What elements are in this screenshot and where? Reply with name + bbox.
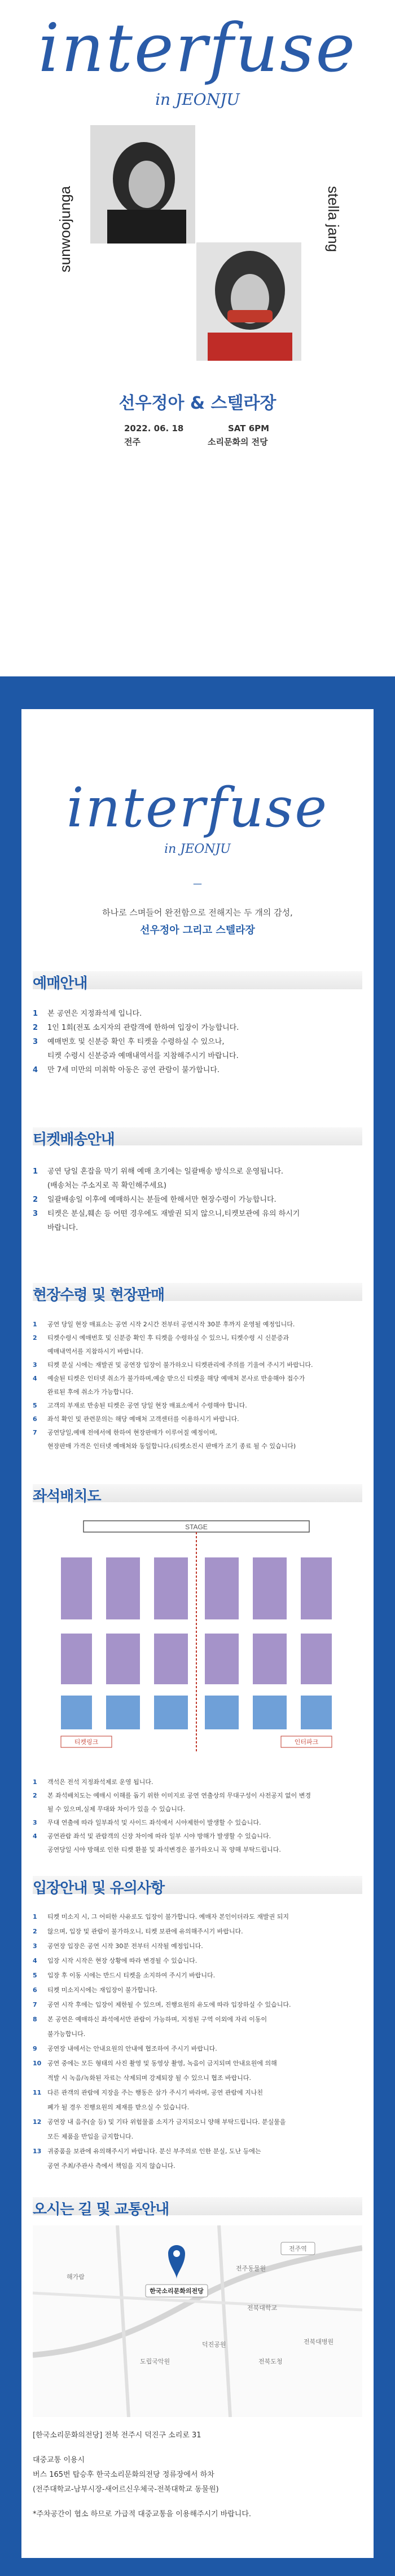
list-item: 4 예술된 티켓은 인터넷 취소가 불가하며,예술 받으신 티켓을 해당 예매처 본사로 반송해야 접수가 bbox=[33, 1375, 305, 1382]
info-frame bbox=[0, 676, 395, 2576]
list-item: 7 공연당일,예매 전에서에 한하여 현장판매가 이루어질 예정이며, bbox=[33, 1429, 217, 1436]
list-item: 티켓 수령시 신분증과 예매내역서를 지참해주시기 바랍니다. bbox=[47, 1052, 239, 1060]
poster-sublogo: in JEONJU bbox=[155, 90, 240, 109]
reservation-title: 예매안내 bbox=[33, 975, 87, 992]
list-item: (배송처는 주소지로 꼭 확인해주세요) bbox=[47, 1181, 166, 1190]
list-item: 폐가 될 경우 진행요원의 제재를 받으실 수 있습니다. bbox=[47, 2104, 190, 2111]
map-label-zoo: 전주동물원 bbox=[236, 2265, 266, 2272]
list-item: 6 좌석 확인 및 관련문의는 해당 예매처 고객센터를 이용하시기 바랍니다. bbox=[33, 1415, 239, 1423]
intro-line2: 선우정아 그리고 스텔라장 bbox=[140, 924, 255, 936]
intro-sublogo: in JEONJU bbox=[164, 842, 231, 856]
list-item: 3 티켓 분실 시에는 재발권 및 공연장 입장이 불가하오니 티켓관리에 주의를 기울여 주시기 바랍니다. bbox=[33, 1361, 313, 1369]
interpark-tag: 인터파크 bbox=[294, 1739, 319, 1746]
intro-line1: 하나로 스며들어 완전함으로 전해지는 두 개의 감성, bbox=[102, 908, 293, 918]
bus-text: 버스 165번 탑승후 한국소리문화의전당 정류장에서 하차 bbox=[33, 2471, 214, 2479]
map-label-hospital: 전북대병원 bbox=[304, 2339, 334, 2345]
artist-photo-left bbox=[90, 125, 195, 244]
onsite-title: 현장수령 및 현장판매 bbox=[33, 1287, 165, 1304]
list-item: 13 귀중품을 보관에 유의해주시기 바랍니다. 분신 부주의로 인한 분실, 도난 등에는 bbox=[33, 2148, 261, 2155]
list-item: 2 않으며, 입장 및 관람이 불가하오니, 티켓 보관에 유의해주시기 바랍니다. bbox=[33, 1928, 243, 1935]
artist-photo-right bbox=[196, 242, 301, 361]
parking-note: *주차공간이 협소 하므로 가급적 대중교통을 이용해주시기 바랍니다. bbox=[33, 2510, 252, 2519]
map-venue-label: 한국소리문화의전당 bbox=[150, 2288, 204, 2295]
list-item: 적발 시 녹음/녹화된 자료는 삭제되며 강제퇴장 될 수 있으니 협조 바랍니다. bbox=[47, 2074, 251, 2082]
list-item: 1 티켓 미소지 시, 그 어떠한 사유로도 입장이 불가합니다. 예매자 본인이더라도 재발권 되지 bbox=[33, 1913, 289, 1920]
list-item: 3 티켓은 분실,훼손 등 어떤 경우에도 재발권 되지 않으니,티켓보관에 유의 하시기 bbox=[33, 1210, 300, 1218]
delivery-list bbox=[33, 1165, 362, 1235]
list-item: 7 공연 시작 후에는 입장이 제한될 수 있으며, 진행요원의 유도에 따라 입장하실 수 있습니다. bbox=[33, 2001, 291, 2008]
list-item: 5 입장 후 이동 시에는 반드시 티켓을 소지하여 주시기 바랍니다. bbox=[33, 1972, 216, 1979]
onsite-list bbox=[33, 1318, 362, 1453]
list-item: 완료된 후에 취소가 가능합니다. bbox=[47, 1388, 134, 1396]
list-item: 10 공연 중에는 모든 형태의 사진 촬영 및 동영상 촬영, 녹음이 금지되며 안내요원에 의해 bbox=[33, 2060, 277, 2067]
map-label-univ: 전북대학교 bbox=[247, 2305, 278, 2312]
list-item: 예매내역서를 지참하시기 바랍니다. bbox=[47, 1348, 143, 1355]
transport-title: 대중교통 이용시 bbox=[33, 2456, 85, 2464]
bus-route-text: (전주대학교-남부시장-새어르신우체국-전북대학교 동물원) bbox=[33, 2485, 219, 2494]
list-item: 3 무대 연출에 따라 일부좌석 및 사이드 좌석에서 시야제한이 발생할 수 있습니다. bbox=[33, 1819, 261, 1826]
list-item: 불가능합니다. bbox=[47, 2030, 86, 2038]
list-item: 6 티켓 미소지시에는 재입장이 불가합니다. bbox=[33, 1986, 157, 1994]
list-item: 11 다른 관객의 관람에 지장을 주는 행동은 삼가 주시기 바라며, 공연 관람에 지나친 bbox=[33, 2089, 263, 2096]
list-item: 3 예매번호 및 신분증 확인 후 티켓을 수령하실 수 있으나, bbox=[33, 1038, 225, 1046]
poster-city: 전주 bbox=[124, 437, 141, 447]
seating-list bbox=[33, 1776, 362, 1857]
admission-title: 입장안내 및 유의사항 bbox=[33, 1880, 165, 1897]
info-panel bbox=[21, 709, 374, 2558]
poster-time: SAT 6PM bbox=[228, 423, 270, 433]
map-label-station: 전주역 bbox=[289, 2246, 307, 2252]
list-item: 2 티켓수령시 예매번호 및 신분증 확인 후 티켓을 수령하실 수 있으니, 티켓수령 시 신분증과 bbox=[33, 1334, 289, 1342]
list-item: 5 고객의 부재로 반송된 티켓은 공연 당일 현장 매표소에서 수령해야 합니다. bbox=[33, 1402, 247, 1409]
reservation-list bbox=[33, 1007, 362, 1077]
list-item: 1 공연 당일 현장 매표소는 공연 시작 2시간 전부터 공연시작 30분 후까지 운영될 예정입니다. bbox=[33, 1321, 295, 1328]
list-item: 모든 제품을 반입을 금지합니다. bbox=[47, 2133, 134, 2140]
stage-label: STAGE bbox=[185, 1523, 208, 1531]
delivery-title: 티켓배송안내 bbox=[33, 1131, 115, 1148]
location-map bbox=[33, 2225, 362, 2417]
list-item: 2 본 좌석배치도는 예매시 이해를 돕기 위한 이미지로 공연 연출상의 무대구성이 사전공지 없이 변경 bbox=[33, 1792, 311, 1799]
poster-date: 2022. 06. 18 bbox=[124, 423, 184, 433]
list-item: 현장판매 가격은 인터넷 예매처와 동일합니다.(티켓소진시 판매가 조기 종료 될 수 있습니다) bbox=[47, 1442, 296, 1450]
list-item: 공연 주최/주관사 측에서 책임을 지지 않습니다. bbox=[47, 2162, 175, 2170]
intro-logo: interfuse bbox=[66, 776, 329, 839]
directions-title: 오시는 길 및 교통안내 bbox=[33, 2201, 169, 2218]
address-text: [한국소리문화의전당] 전북 전주시 덕진구 소리로 31 bbox=[33, 2431, 201, 2440]
map-label-haegaram: 해가람 bbox=[67, 2274, 85, 2281]
list-item: 9 공연장 내에서는 안내요원의 안내에 협조하여 주시기 바랍니다. bbox=[33, 2045, 217, 2052]
list-item: 4 공연관람 좌석 및 관람객의 신장 차이에 따라 일부 시야 방해가 발생할 수 있습니다. bbox=[33, 1833, 271, 1840]
list-item: 1 본 공연은 지정좌석제 입니다. bbox=[33, 1010, 142, 1018]
seat-map bbox=[38, 1515, 354, 1758]
seating-title: 좌석배치도 bbox=[33, 1488, 101, 1505]
list-item: 2 일괄배송일 이후에 예매하시는 분들에 한해서만 현장수령이 가능합니다. bbox=[33, 1196, 276, 1204]
list-item: 12 공연장 내 음주(술 등) 및 기타 위험물품 소지가 금지되오니 양해 부탁드립니다. 분실물을 bbox=[33, 2118, 286, 2126]
list-item: 4 만 7세 미만의 미취학 아동은 공연 관람이 불가합니다. bbox=[33, 1066, 220, 1074]
poster bbox=[0, 0, 395, 676]
list-item: 공연당일 시야 방해로 인한 티켓 환불 및 좌석변경은 불가하오니 꼭 양해 부탁드립니다. bbox=[47, 1846, 281, 1853]
list-item: 8 본 공연은 예매하신 좌석에서만 관람이 가능하며, 지정된 구역 이외에 자리 이동이 bbox=[33, 2016, 267, 2023]
list-item: 3 공연장 입장은 공연 시작 30분 전부터 시작될 예정입니다. bbox=[33, 1942, 203, 1950]
map-label-dochung: 전북도청 bbox=[258, 2358, 283, 2365]
directions-info bbox=[33, 2428, 362, 2522]
ticketlink-tag: 티켓링크 bbox=[74, 1739, 99, 1746]
list-item: 4 입장 시작 시작은 현장 상황에 따라 변경될 수 있습니다. bbox=[33, 1957, 198, 1964]
list-item: 바랍니다. bbox=[47, 1224, 78, 1232]
admission-list bbox=[33, 1910, 362, 2174]
list-item: 2 1인 1회(전포 소지자의 관람객에 한하여 입장이 가능합니다. bbox=[33, 1024, 239, 1032]
map-label-park: 덕진공원 bbox=[202, 2342, 226, 2348]
list-item: 될 수 있으며,실제 무대와 차이가 있을 수 있습니다. bbox=[47, 1805, 185, 1813]
poster-venue: 소리문화의 전당 bbox=[208, 437, 268, 447]
poster-logo: interfuse bbox=[38, 9, 357, 87]
artist-name-right: stella jang bbox=[325, 186, 342, 253]
map-label-gugak: 도립국악원 bbox=[140, 2358, 170, 2365]
artist-name-left: sunwoojunga bbox=[56, 186, 73, 273]
list-item: 1 객석은 전석 지정좌석제로 운영 됩니다. bbox=[33, 1778, 153, 1786]
list-item: 1 공연 당일 혼잡을 막기 위해 예매 초기에는 일괄배송 방식으로 운영됩니다. bbox=[33, 1167, 284, 1176]
intro-dash: — bbox=[193, 878, 202, 889]
poster-title: 선우정아 & 스텔라장 bbox=[118, 393, 276, 413]
